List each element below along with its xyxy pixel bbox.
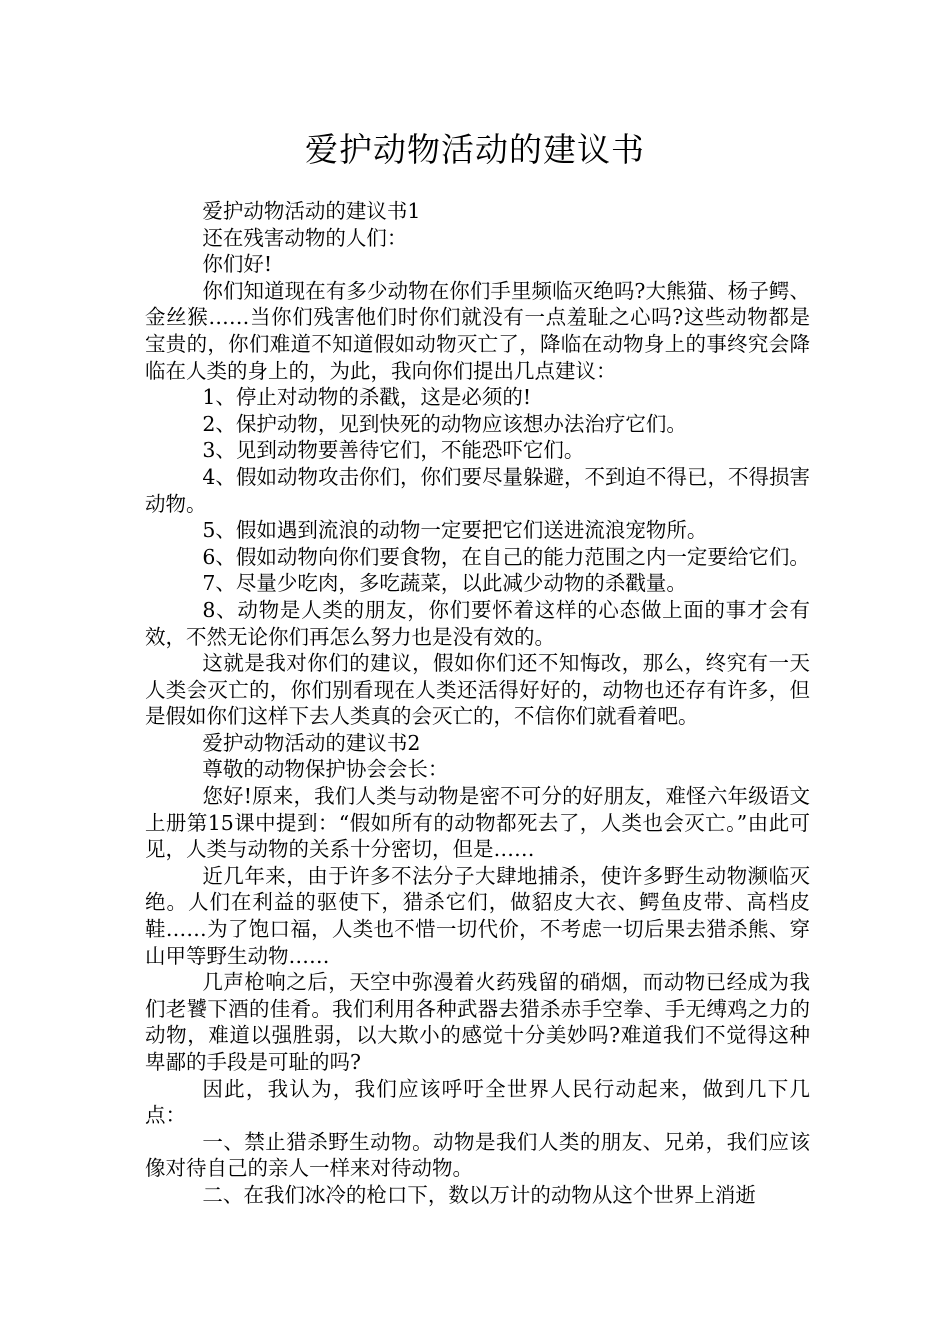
greeting-1: 你们好!: [202, 252, 273, 277]
suggestion-item: 6、假如动物向你们要食物，在自己的能力范围之内一定要给它们。: [202, 544, 810, 569]
suggestion-item: 3、见到动物要善待它们，不能恐吓它们。: [202, 438, 585, 463]
body-paragraph: 因此，我认为，我们应该呼吁全世界人民行动起来，做到几下几点：: [145, 1076, 810, 1128]
suggestion-item: 1、停止对动物的杀戳，这是必须的!: [202, 385, 532, 410]
document-body: [145, 198, 810, 1209]
suggestion-item: 2、保护动物，见到快死的动物应该想办法治疗它们。: [202, 411, 687, 436]
suggestion-item: 4、假如动物攻击你们，你们要尽量躲避，不到迫不得已，不得损害动物。: [145, 464, 810, 516]
document-title: 爱护动物活动的建议书: [305, 130, 645, 169]
suggestion-item: 5、假如遇到流浪的动物一定要把它们送进流浪宠物所。: [202, 518, 708, 543]
suggestion-item: 8、动物是人类的朋友，你们要怀着这样的心态做上面的事才会有效，不然无论你们再怎么努力也是没有效的。: [145, 597, 810, 649]
body-paragraph: 几声枪响之后，天空中弥漫着火药残留的硝烟，而动物已经成为我们老饕下酒的佳肴。我们利用各种武器去猎杀赤手空拳、手无缚鸡之力的动物，难道以强胜弱，以大欺小的感觉十分美妙吗?难道我们不觉得这种卑鄙的手段是可耻的吗?: [145, 970, 810, 1074]
body-paragraph: 你们知道现在有多少动物在你们手里频临灭绝吗?大熊猫、杨子鳄、金丝猴……当你们残害他们时你们就没有一点羞耻之心吗?这些动物都是宝贵的，你们难道不知道假如动物灭亡了，降临在动物身上的事终究会降临在人类的身上的，为此，我向你们提出几点建议：: [145, 278, 810, 383]
body-paragraph: 您好!原来，我们人类与动物是密不可分的好朋友，难怪六年级语文上册第15课中提到：“假如所有的动物都死去了，人类也会灭亡。”由此可见，人类与动物的关系十分密切，但是……: [145, 784, 810, 862]
body-paragraph: 近几年来，由于许多不法分子大肆地捕杀，使许多野生动物濒临灭绝。人们在利益的驱使下，猎杀它们，做貂皮大衣、鳄鱼皮带、高档皮鞋……为了饱口福，人类也不惜一切代价，不考虑一切后果去猎杀熊、穿山甲等野生动物……: [145, 863, 810, 968]
section-heading-1: 爱护动物活动的建议书1: [202, 199, 421, 223]
suggestion-item: 一、禁止猎杀野生动物。动物是我们人类的朋友、兄弟，我们应该像对待自己的亲人一样来对待动物。: [145, 1129, 810, 1181]
suggestion-item: 7、尽量少吃肉，多吃蔬菜，以此减少动物的杀戳量。: [202, 571, 687, 596]
suggestion-item: 二、在我们冰冷的枪口下，数以万计的动物从这个世界上消逝: [202, 1182, 756, 1207]
salutation-1: 还在残害动物的人们：: [202, 225, 408, 250]
salutation-2: 尊敬的动物保护协会会长：: [202, 757, 449, 782]
body-paragraph: 这就是我对你们的建议，假如你们还不知悔改，那么，终究有一天人类会灭亡的，你们别看现在人类还活得好好的，动物也还存有许多，但是假如你们这样下去人类真的会灭亡的，不信你们就看着吧。: [145, 651, 810, 729]
section-heading-2: 爱护动物活动的建议书2: [202, 730, 421, 755]
